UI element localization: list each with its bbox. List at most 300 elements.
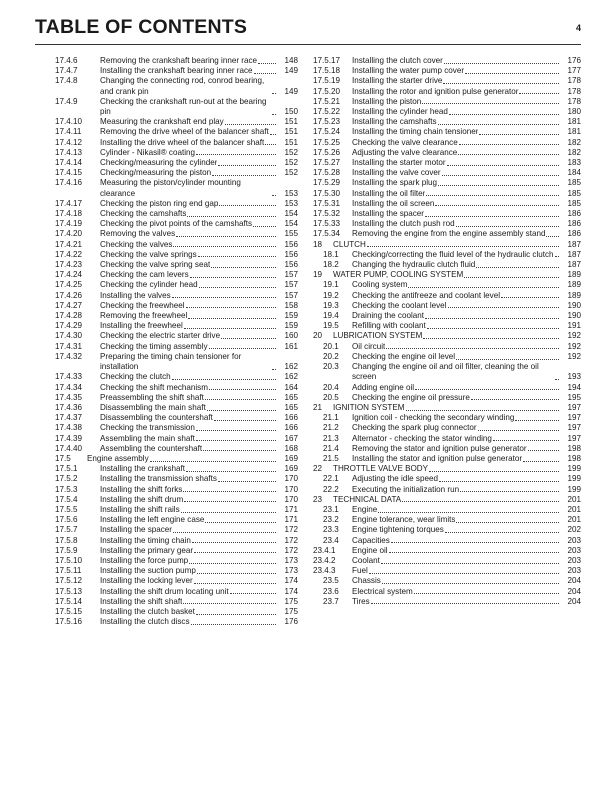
toc-entry-page: 149 xyxy=(284,66,298,76)
toc-entry[interactable] xyxy=(55,199,298,209)
toc-entry-number: 22 xyxy=(313,464,323,474)
toc-entry[interactable] xyxy=(313,383,581,393)
toc-entry-number: 23.7 xyxy=(323,596,339,606)
toc-entry[interactable] xyxy=(313,474,581,484)
toc-entry-number: 17.5.18 xyxy=(313,66,341,76)
toc-entry-page: 152 xyxy=(284,168,298,178)
toc-entry[interactable] xyxy=(55,505,298,515)
toc-entry[interactable] xyxy=(313,76,581,86)
toc-entry-title: Adding engine oil xyxy=(352,382,415,392)
toc-entry[interactable] xyxy=(55,525,298,535)
toc-entry-title: Preassembling the shift shaft xyxy=(100,392,204,402)
toc-entry[interactable] xyxy=(55,444,298,454)
toc-entry-title: Changing the engine oil and oil filter, cleaning the oil screen xyxy=(352,362,539,382)
toc-leader-dots xyxy=(546,235,559,237)
toc-entry-number: 20.5 xyxy=(323,392,339,402)
toc-leader-dots xyxy=(194,582,276,584)
toc-entry-page: 181 xyxy=(567,127,581,137)
toc-entry-number: 21.4 xyxy=(323,443,339,453)
toc-entry-number: 17.4.40 xyxy=(55,443,83,453)
toc-entry[interactable] xyxy=(313,362,581,382)
toc-entry-title: Changing the connecting rod, conrod bearing, and crank pin xyxy=(100,76,265,96)
toc-entry-number: 19.1 xyxy=(323,280,339,290)
toc-entry[interactable] xyxy=(313,403,581,413)
toc-entry[interactable] xyxy=(313,301,581,311)
toc-entry-title: Installing the camshafts xyxy=(352,117,437,127)
toc-entry-title: Checking the shift mechanism xyxy=(100,382,208,392)
toc-entry[interactable] xyxy=(55,515,298,525)
toc-entry-number: 17.4.21 xyxy=(55,239,83,249)
toc-entry-number: 17.4.38 xyxy=(55,423,83,433)
toc-entry[interactable] xyxy=(55,229,298,239)
toc-leader-dots xyxy=(218,480,276,482)
toc-entry[interactable] xyxy=(55,331,298,341)
toc-entry[interactable] xyxy=(313,464,581,474)
toc-entry[interactable] xyxy=(313,311,581,321)
toc-leader-dots xyxy=(427,327,559,329)
toc-entry[interactable] xyxy=(313,393,581,403)
toc-entry-number: 17.5.7 xyxy=(55,525,78,535)
toc-leader-dots xyxy=(196,153,276,155)
toc-entry-page: 166 xyxy=(284,423,298,433)
toc-entry[interactable] xyxy=(313,127,581,137)
toc-entry[interactable] xyxy=(313,250,581,260)
toc-entry[interactable] xyxy=(313,107,581,117)
toc-entry-number: 20 xyxy=(313,331,323,341)
toc-entry[interactable] xyxy=(55,148,298,158)
toc-entry-title: Checking the cylinder head xyxy=(100,280,198,290)
toc-entry[interactable] xyxy=(313,219,581,229)
toc-entry[interactable] xyxy=(55,209,298,219)
toc-entry-title: Installing the piston xyxy=(352,96,422,106)
toc-entry-page: 152 xyxy=(284,158,298,168)
toc-entry-number: 17.5.33 xyxy=(313,219,341,229)
toc-entry-page: 190 xyxy=(567,311,581,321)
toc-entry[interactable] xyxy=(313,168,581,178)
toc-entry[interactable] xyxy=(313,260,581,270)
toc-entry[interactable] xyxy=(55,454,298,464)
toc-entry-number: 17.5.22 xyxy=(313,107,341,117)
toc-entry[interactable] xyxy=(313,280,581,290)
toc-entry[interactable] xyxy=(313,423,581,433)
toc-leader-dots xyxy=(176,235,276,237)
toc-entry-page: 162 xyxy=(284,372,298,382)
toc-entry[interactable] xyxy=(313,597,581,607)
toc-entry[interactable] xyxy=(313,546,581,556)
toc-entry[interactable] xyxy=(55,168,298,178)
toc-leader-dots xyxy=(414,592,559,594)
toc-entry-page: 161 xyxy=(284,341,298,351)
toc-entry-number: 17.4.9 xyxy=(55,96,78,106)
toc-entry[interactable] xyxy=(313,199,581,209)
toc-entry-page: 187 xyxy=(567,239,581,249)
toc-entry-number: 18.1 xyxy=(323,249,339,259)
toc-entry-title: Installing the timing chain xyxy=(100,535,191,545)
toc-entry-page: 170 xyxy=(284,474,298,484)
toc-entry[interactable] xyxy=(55,291,298,301)
toc-entry-number: 23.5 xyxy=(323,576,339,586)
toc-entry-title: Installing the starter drive xyxy=(352,76,443,86)
toc-entry[interactable] xyxy=(55,127,298,137)
toc-entry-title: Removing the freewheel xyxy=(100,311,188,321)
toc-entry[interactable] xyxy=(55,403,298,413)
toc-entry-title: Electrical system xyxy=(352,586,413,596)
toc-entry-title: Installing the transmission shafts xyxy=(100,474,217,484)
toc-entry-page: 156 xyxy=(284,249,298,259)
toc-entry[interactable] xyxy=(313,342,581,352)
toc-leader-dots xyxy=(225,123,276,125)
toc-entry[interactable] xyxy=(55,423,298,433)
toc-entry-title: Engine xyxy=(352,504,378,514)
toc-entry-number: 17.4.30 xyxy=(55,331,83,341)
toc-entry[interactable] xyxy=(313,587,581,597)
toc-entry-title: Executing the initialization run xyxy=(352,484,460,494)
toc-entry[interactable] xyxy=(313,566,581,576)
toc-entry-number: 17.5.32 xyxy=(313,209,341,219)
toc-entry[interactable] xyxy=(55,607,298,617)
toc-entry-title: Installing the stator and ignition pulse generator xyxy=(352,453,523,463)
toc-entry-number: 17.4.36 xyxy=(55,402,83,412)
toc-entry-page: 176 xyxy=(284,617,298,627)
toc-entry-number: 17.5.28 xyxy=(313,168,341,178)
toc-entry-page: 197 xyxy=(567,423,581,433)
toc-entry-title: Installing the left engine case xyxy=(100,515,205,525)
toc-entry-page: 153 xyxy=(284,198,298,208)
toc-entry[interactable] xyxy=(55,474,298,484)
toc-entry[interactable] xyxy=(55,413,298,423)
toc-entry-number: 17.4.18 xyxy=(55,209,83,219)
toc-entry[interactable] xyxy=(55,66,298,76)
toc-entry-number: 17.5 xyxy=(55,453,71,463)
toc-entry[interactable] xyxy=(55,138,298,148)
toc-leader-dots xyxy=(258,62,276,64)
toc-entry[interactable] xyxy=(313,291,581,301)
toc-entry[interactable] xyxy=(313,454,581,464)
toc-entry[interactable] xyxy=(55,352,298,372)
toc-entry-page: 201 xyxy=(567,504,581,514)
toc-entry-number: 17.4.12 xyxy=(55,137,83,147)
toc-entry[interactable] xyxy=(313,413,581,423)
toc-entry[interactable] xyxy=(55,178,298,198)
toc-entry-title: Installing the primary gear xyxy=(100,545,194,555)
toc-entry[interactable] xyxy=(313,138,581,148)
toc-entry-number: 17.4.39 xyxy=(55,433,83,443)
toc-entry[interactable] xyxy=(55,485,298,495)
toc-entry-number: 17.4.26 xyxy=(55,290,83,300)
toc-entry-number: 17.5.26 xyxy=(313,147,341,157)
toc-entry-number: 23.4 xyxy=(323,535,339,545)
toc-entry-page: 183 xyxy=(567,158,581,168)
toc-entry[interactable] xyxy=(313,525,581,535)
toc-entry[interactable] xyxy=(313,556,581,566)
toc-entry-page: 162 xyxy=(284,362,298,372)
toc-entry-number: 20.4 xyxy=(323,382,339,392)
toc-leader-dots xyxy=(460,490,559,492)
toc-leader-dots xyxy=(382,582,559,584)
toc-leader-dots xyxy=(464,276,559,278)
toc-entry-title: Engine tolerance, wear limits xyxy=(352,515,456,525)
toc-entry[interactable] xyxy=(55,342,298,352)
toc-entry-title: Draining the coolant xyxy=(352,311,424,321)
toc-entry[interactable] xyxy=(313,495,581,505)
toc-entry[interactable] xyxy=(313,270,581,280)
toc-entry-number: 17.5.6 xyxy=(55,515,78,525)
toc-leader-dots xyxy=(449,113,559,115)
toc-entry[interactable] xyxy=(55,464,298,474)
toc-entry[interactable] xyxy=(55,270,298,280)
toc-entry-number: 17.4.10 xyxy=(55,117,83,127)
toc-entry[interactable] xyxy=(313,66,581,76)
toc-entry[interactable] xyxy=(55,260,298,270)
toc-entry-page: 159 xyxy=(284,321,298,331)
toc-entry[interactable] xyxy=(55,393,298,403)
toc-leader-dots xyxy=(197,572,276,574)
toc-leader-dots xyxy=(265,143,276,145)
toc-entry[interactable] xyxy=(55,219,298,229)
toc-entry[interactable] xyxy=(313,434,581,444)
toc-entry[interactable] xyxy=(55,158,298,168)
toc-entry-title: Installing the locking lever xyxy=(100,576,193,586)
toc-entry[interactable] xyxy=(55,536,298,546)
toc-entry-number: 17.5.12 xyxy=(55,576,83,586)
toc-entry-title: Installing the force pump xyxy=(100,555,189,565)
toc-entry-title: Cooling system xyxy=(352,280,408,290)
toc-entry-title: Installing the crankshaft xyxy=(100,464,186,474)
toc-entry-title: Assembling the main shaft xyxy=(100,433,195,443)
toc-entry-title: Installing the crankshaft bearing inner race xyxy=(100,66,253,76)
toc-entry-number: 17.5.19 xyxy=(313,76,341,86)
toc-leader-dots xyxy=(183,490,276,492)
toc-entry[interactable] xyxy=(313,158,581,168)
toc-entry[interactable] xyxy=(313,515,581,525)
toc-entry[interactable] xyxy=(313,331,581,341)
toc-entry-number: 23.2 xyxy=(323,515,339,525)
toc-leader-dots xyxy=(196,429,276,431)
toc-leader-dots xyxy=(456,521,559,523)
toc-entry[interactable] xyxy=(55,311,298,321)
toc-entry[interactable] xyxy=(313,505,581,515)
toc-entry-number: 17.4.25 xyxy=(55,280,83,290)
toc-entry-page: 199 xyxy=(567,474,581,484)
toc-leader-dots xyxy=(196,613,276,615)
toc-entry-title: Installing the shift shaft xyxy=(100,596,183,606)
toc-leader-dots xyxy=(429,470,559,472)
toc-entry-page: 178 xyxy=(567,86,581,96)
toc-entry-title: Checking the valves xyxy=(100,239,173,249)
toc-entry[interactable] xyxy=(313,229,581,239)
toc-leader-dots xyxy=(447,164,559,166)
toc-entry[interactable] xyxy=(313,56,581,66)
toc-entry-title: Checking/measuring the cylinder xyxy=(100,158,218,168)
toc-entry[interactable] xyxy=(55,434,298,444)
toc-entry-number: 17.5.9 xyxy=(55,545,78,555)
toc-entry-title: Installing the shift rails xyxy=(100,504,180,514)
toc-entry[interactable] xyxy=(55,76,298,96)
toc-entry-page: 204 xyxy=(567,596,581,606)
toc-entry-title: Coolant xyxy=(352,555,380,565)
toc-entry[interactable] xyxy=(313,209,581,219)
toc-leader-dots xyxy=(478,429,559,431)
toc-entry-title: Adjusting the idle speed xyxy=(352,474,438,484)
toc-entry[interactable] xyxy=(313,189,581,199)
toc-entry-title: Checking the antifreeze and coolant level xyxy=(352,290,501,300)
toc-entry[interactable] xyxy=(55,321,298,331)
toc-leader-dots xyxy=(190,276,276,278)
toc-entry-page: 187 xyxy=(567,249,581,259)
toc-entry-page: 154 xyxy=(284,209,298,219)
toc-entry-title: CLUTCH xyxy=(333,239,366,249)
toc-entry[interactable] xyxy=(55,383,298,393)
toc-entry-title: Preparing the timing chain tensioner for installation xyxy=(100,351,242,372)
toc-entry-page: 166 xyxy=(284,413,298,423)
toc-entry[interactable] xyxy=(55,576,298,586)
toc-leader-dots xyxy=(212,174,276,176)
toc-entry-page: 169 xyxy=(284,453,298,463)
toc-entry-title: Removing the crankshaft bearing inner race xyxy=(100,56,258,65)
toc-entry-page: 186 xyxy=(567,219,581,229)
toc-entry-page: 170 xyxy=(284,484,298,494)
toc-leader-dots xyxy=(207,409,276,411)
toc-entry-title: LUBRICATION SYSTEM xyxy=(333,331,423,341)
toc-entry[interactable] xyxy=(55,495,298,505)
toc-entry-title: Alternator - checking the stator winding xyxy=(352,433,492,443)
toc-entry-title: Engine oil xyxy=(352,545,388,555)
toc-entry-number: 17.4.29 xyxy=(55,321,83,331)
toc-entry[interactable] xyxy=(55,280,298,290)
toc-entry[interactable] xyxy=(313,97,581,107)
toc-entry-title: Capacities xyxy=(352,535,390,545)
toc-entry[interactable] xyxy=(55,301,298,311)
toc-entry-number: 17.4.14 xyxy=(55,158,83,168)
toc-leader-dots xyxy=(189,562,276,564)
toc-entry[interactable] xyxy=(313,321,581,331)
toc-entry-page: 180 xyxy=(567,107,581,117)
toc-leader-dots xyxy=(501,296,559,298)
toc-entry-page: 158 xyxy=(284,300,298,310)
toc-leader-dots xyxy=(270,133,276,135)
toc-leader-dots xyxy=(187,215,276,217)
toc-entry-page: 189 xyxy=(567,280,581,290)
toc-entry-number: 17.4.24 xyxy=(55,270,83,280)
toc-entry-page: 149 xyxy=(284,86,298,96)
toc-entry[interactable] xyxy=(55,117,298,127)
toc-entry-number: 17.5.24 xyxy=(313,127,341,137)
toc-leader-dots xyxy=(194,551,276,553)
toc-entry-title: Checking the pivot points of the camshafts xyxy=(100,219,253,229)
toc-entry-page: 201 xyxy=(567,515,581,525)
toc-entry-title: Installing the valve cover xyxy=(352,168,441,178)
toc-entry-title: Checking the engine oil level xyxy=(352,351,456,361)
toc-entry-page: 185 xyxy=(567,188,581,198)
toc-entry-page: 151 xyxy=(284,117,298,127)
toc-entry[interactable] xyxy=(313,178,581,188)
toc-entry[interactable] xyxy=(313,87,581,97)
toc-entry[interactable] xyxy=(55,617,298,627)
toc-leader-dots xyxy=(172,378,276,380)
toc-entry-page: 204 xyxy=(567,576,581,586)
toc-entry[interactable] xyxy=(313,576,581,586)
toc-entry[interactable] xyxy=(313,352,581,362)
toc-entry[interactable] xyxy=(55,97,298,117)
toc-leader-dots xyxy=(442,174,559,176)
toc-entry-page: 203 xyxy=(567,545,581,555)
toc-entry-number: 23.1 xyxy=(323,504,339,514)
toc-entry-title: Checking the camshafts xyxy=(100,209,187,219)
toc-entry-number: 17.4.17 xyxy=(55,198,83,208)
toc-entry-page: 174 xyxy=(284,586,298,596)
toc-entry-page: 199 xyxy=(567,484,581,494)
toc-entry-page: 181 xyxy=(567,117,581,127)
toc-entry-page: 173 xyxy=(284,555,298,565)
toc-entry-page: 169 xyxy=(284,464,298,474)
toc-leader-dots xyxy=(444,62,559,64)
toc-entry-page: 173 xyxy=(284,566,298,576)
toc-entry-number: 18 xyxy=(313,239,323,249)
toc-entry-page: 172 xyxy=(284,545,298,555)
toc-leader-dots xyxy=(378,511,559,513)
toc-leader-dots xyxy=(191,623,276,625)
toc-entry[interactable] xyxy=(313,240,581,250)
toc-entry[interactable] xyxy=(313,536,581,546)
toc-leader-dots xyxy=(445,531,559,533)
toc-entry-page: 167 xyxy=(284,433,298,443)
toc-entry-page: 155 xyxy=(284,229,298,239)
toc-leader-dots xyxy=(272,113,276,115)
toc-entry[interactable] xyxy=(313,444,581,454)
toc-entry[interactable] xyxy=(55,597,298,607)
toc-entry-page: 170 xyxy=(284,494,298,504)
toc-entry-title: Checking/correcting the fluid level of the hydraulic clutch xyxy=(352,249,554,259)
toc-entry-number: 19 xyxy=(313,270,323,280)
toc-leader-dots xyxy=(198,255,276,257)
toc-entry-title: Removing the engine from the engine assembly stand xyxy=(352,229,546,239)
toc-entry[interactable] xyxy=(55,372,298,382)
toc-entry-title: Installing the shift drum locating unit xyxy=(100,586,229,596)
toc-leader-dots xyxy=(391,541,559,543)
toc-entry-page: 153 xyxy=(284,188,298,198)
toc-leader-dots xyxy=(218,164,276,166)
page-number: 4 xyxy=(575,23,581,33)
toc-leader-dots xyxy=(367,245,559,247)
toc-entry-page: 168 xyxy=(284,443,298,453)
toc-entry[interactable] xyxy=(313,117,581,127)
toc-entry[interactable] xyxy=(55,546,298,556)
toc-entry[interactable] xyxy=(55,566,298,576)
toc-left-column xyxy=(55,56,298,627)
toc-entry-number: 19.3 xyxy=(323,300,339,310)
toc-entry-title: Cylinder - Nikasil® coating xyxy=(100,147,196,157)
toc-leader-dots xyxy=(230,592,276,594)
toc-entry-title: Installing the freewheel xyxy=(100,321,183,331)
toc-leader-dots xyxy=(272,92,276,94)
toc-entry[interactable] xyxy=(55,56,298,66)
toc-entry-title: Removing the drive wheel of the balancer shaft xyxy=(100,127,269,137)
toc-entry-page: 171 xyxy=(284,515,298,525)
toc-entry-title: IGNITION SYSTEM xyxy=(333,402,405,412)
toc-entry[interactable] xyxy=(55,250,298,260)
toc-leader-dots xyxy=(425,317,559,319)
toc-entry[interactable] xyxy=(55,240,298,250)
toc-entry[interactable] xyxy=(55,556,298,566)
toc-entry[interactable] xyxy=(313,485,581,495)
toc-entry[interactable] xyxy=(55,587,298,597)
toc-entry-page: 156 xyxy=(284,260,298,270)
toc-leader-dots xyxy=(448,306,560,308)
toc-leader-dots xyxy=(181,511,276,513)
toc-entry[interactable] xyxy=(313,148,581,158)
toc-entry-title: Fuel xyxy=(352,566,368,576)
toc-entry-page: 197 xyxy=(567,402,581,412)
